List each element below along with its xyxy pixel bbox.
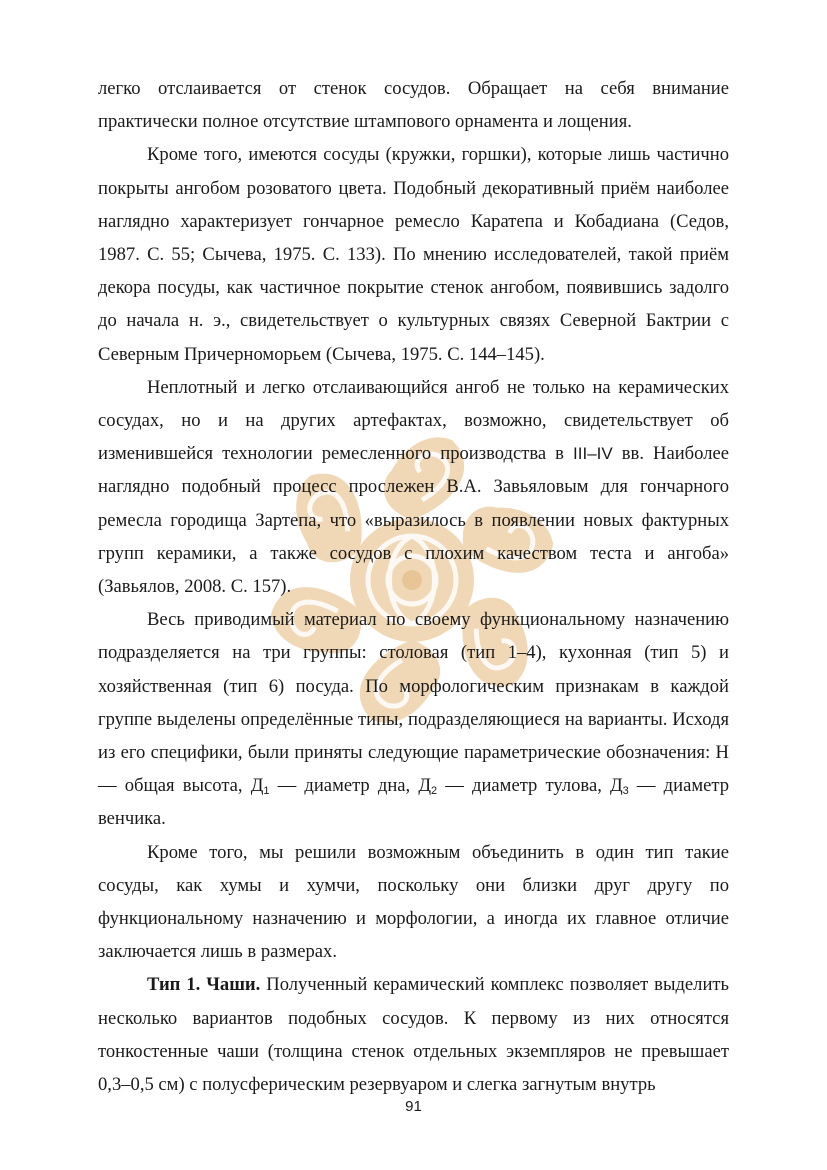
paragraph-3-part-b: вв. Наиболее наглядно подобный процесс прослежен В.А. Завьяловым для гончарного ремесла городища Зартепа, что «выразилось в появлении новых фактурных групп керамики, а также сосудов с плохим качеством теста и ангоба» (Завьялов, 2008. С. 157). (98, 443, 729, 598)
paragraph-6 (98, 968, 729, 1101)
paragraph-3-part-a: Неплотный и легко отслаивающийся ангоб не только на керамических сосудах, но и на других артефактах, возможно, свидетельствует об изменившейся технологии ремесленного производства в (98, 376, 729, 465)
body-text (98, 72, 729, 1101)
paragraph-6-body: Полученный керамический комплекс позволяет выделить несколько вариантов подобных сосудов. К первому из них относятся тонкостенные чаши (толщина стенок отдельных экземпляров не превышает 0,3–0,5 см) с полусферическим резервуаром и слегка загнутым внутрь (98, 974, 730, 1096)
paragraph-1: легко отслаивается от стенок сосудов. Обращает на себя внимание практически полное отсутствие штампового орнамента и лощения. (98, 78, 729, 133)
paragraph-4-part-c: — диаметр тулова, Д (437, 775, 623, 797)
section-heading-type-1: Тип 1. Чаши. (147, 974, 261, 996)
subscript-3: 3 (622, 785, 629, 798)
page-number: 91 (405, 1098, 422, 1115)
paragraph-4-part-d: — диаметр венчика. (98, 775, 729, 830)
paragraph-4-part-a: Весь приводимый материал по своему функциональному назначению подразделяется на три группы: столовая (тип 1–4), кухонная (тип 5) и хозяйственная (тип 6) посуда. По морфологическим признакам в каждой группе выделены определённые типы, подразделяющиеся на варианты. Исходя из его специфики, были приняты следующие параметрические обозначения: Н — общая высота, Д (98, 609, 729, 797)
subscript-1: 1 (263, 785, 270, 798)
paragraph-4 (98, 603, 729, 835)
paragraph-4-part-b: — диаметр дна, Д (269, 775, 432, 797)
paragraph-5: Кроме того, мы решили возможным объединить в один тип такие сосуды, как хумы и хумчи, поскольку они близки друг другу по функциональному назначению и морфологии, а иногда их главное отличие заключается лишь в размерах. (98, 841, 729, 963)
subscript-2: 2 (431, 785, 438, 798)
paragraph-2: Кроме того, имеются сосуды (кружки, горшки), которые лишь частично покрыты ангобом розоватого цвета. Подобный декоративный приём наиболее наглядно характеризует гончарное ремесло Каратепа и Кобадиана (Седов, 1987. С. 55; Сычева, 1975. С. 133). По мнению исследователей, такой приём декора посуды, как частичное покрытие стенок ангобом, появившись задолго до начала н. э., свидетельствует о культурных связях Северной Бактрии с Северным Причерноморьем (Сычева, 1975. С. 144–145). (98, 144, 729, 365)
paragraph-3 (98, 371, 729, 603)
century-numeral: III–IV (573, 444, 613, 464)
